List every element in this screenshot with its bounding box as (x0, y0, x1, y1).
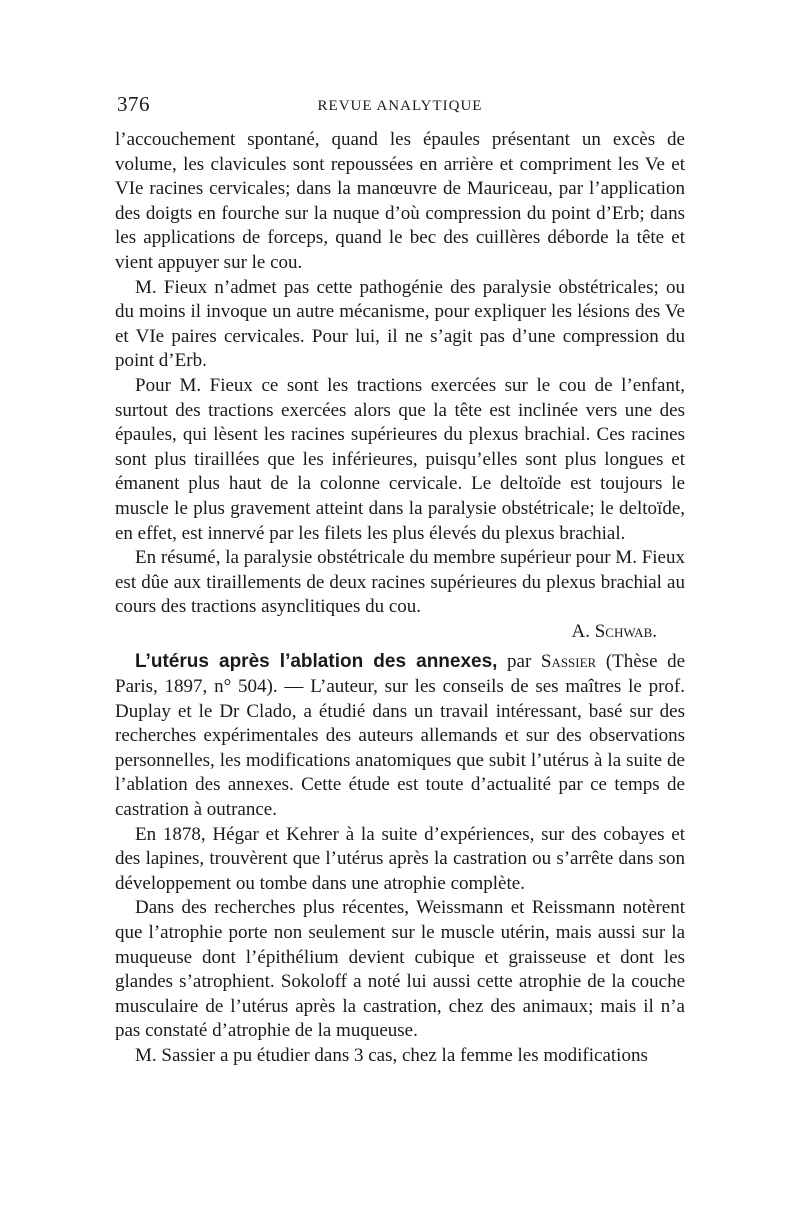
author-name: Sassier (540, 651, 597, 673)
article-title: L’utérus après l’ablation des annexes, (135, 651, 498, 673)
signature-text: A. Schwab. (571, 620, 657, 642)
paragraph: En 1878, Hégar et Kehrer à la suite d’expériences, sur des cobayes et des lapines, trouvèrent que l’utérus après la castration ou s’arrête dans son développement ou tombe dans une atrophie complète. (115, 823, 685, 894)
paragraph: M. Sassier a pu étudier dans 3 cas, chez la femme les modifications (135, 1044, 648, 1066)
paragraph: M. Fieux n’admet pas cette pathogénie des paralysie obstétricales; ou du moins il invoque un autre mécanisme, pour expliquer les lésions des Ve et VIe paires cervicales. Pour lui, il ne s’agit pas d’une compression du point d’Erb. (115, 276, 685, 372)
byline-par: par (507, 651, 532, 673)
page-number: 376 (117, 92, 150, 116)
running-title: REVUE ANALYTIQUE (317, 98, 483, 114)
paragraph: En résumé, la paralysie obstétricale du membre supérieur pour M. Fieux est dûe aux tiraillements de deux racines supérieures du plexus brachial au cours des tractions asynclitiques du cou. (115, 547, 685, 618)
heading-text: (Thèse de Paris, 1897, n° 504). — L’auteur, sur les conseils de ses maîtres le prof. Duplay et le Dr Clado, a étudié dans un travail intéressant, basé sur des recherches expérimentales des auteurs allemands et sur des observations personnelles, les modifications anatomiques que subit l’utérus à la suite de l’ablation des annexes. Cette étude est toute d’actualité par ce temps de castration à outrance. (115, 651, 686, 821)
paragraph: Dans des recherches plus récentes, Weissmann et Reissmann notèrent que l’atrophie porte non seulement sur le muscle utérin, mais aussi sur la muqueuse dont l’épithélium devient cubique et graisseuse et dont les glandes s’atrophient. Sokoloff a noté lui aussi cette atrophie de la couche musculaire de l’utérus après la castration, chez des animaux; mais il n’a pas constaté d’atrophie de la muqueuse. (115, 897, 685, 1042)
page-header (115, 92, 685, 120)
article-body (115, 128, 685, 1069)
article-heading (115, 650, 685, 822)
paragraph: Pour M. Fieux ce sont les tractions exercées sur le cou de l’enfant, surtout des tractions exercées alors que la tête est inclinée vers une des épaules, qui lèsent les racines supérieures du plexus brachial. Ces racines sont plus tiraillées que les inférieures, puisqu’elles sont plus longues et émanent plus haut de la colonne cervicale. Le deltoïde est toujours le muscle le plus gravement atteint dans la paralysie obstétricale; le deltoïde, en effet, est innervé par les filets les plus élevés du plexus brachial. (115, 374, 685, 544)
signature (115, 620, 685, 645)
document-page (115, 92, 685, 1069)
paragraph: l’accouchement spontané, quand les épaules présentant un excès de volume, les clavicules sont repoussées en arrière et compriment les Ve et VIe racines cervicales; dans la manœuvre de Mauriceau, par l’application des doigts en fourche sur la nuque d’où compression du point d’Erb; dans les applications de forceps, quand le bec des cuillères déborde la tête et vient appuyer sur le cou. (115, 129, 685, 273)
